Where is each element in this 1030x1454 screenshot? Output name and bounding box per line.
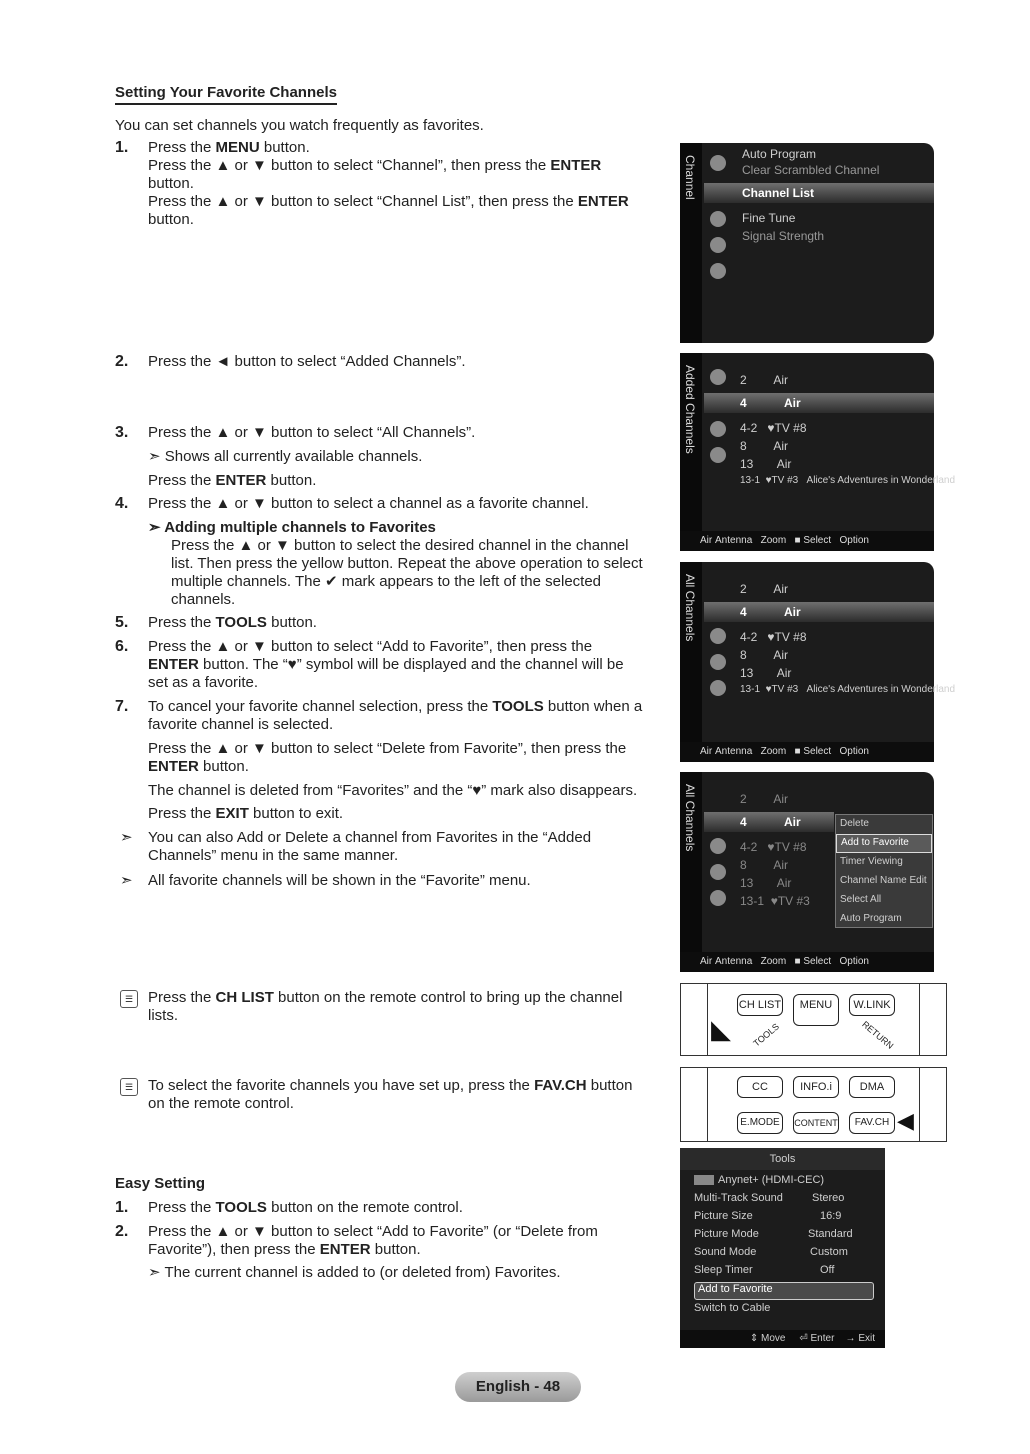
channel-row[interactable]: 13 Air xyxy=(740,876,792,890)
tools-menu-row[interactable]: Picture Size 16:9 xyxy=(694,1210,842,1222)
tools-menu-rows xyxy=(694,1174,874,1320)
remote-note-1: Press the CH LIST button on the remote control to bring up the channel lists. xyxy=(148,989,623,1024)
heart-icon xyxy=(710,864,726,880)
tools-menu-row[interactable]: Picture Mode Standard xyxy=(694,1228,853,1240)
cc-button[interactable]: CC xyxy=(737,1076,783,1098)
step-3-enter: Press the ENTER button. xyxy=(148,472,317,489)
step-3-text: Press the ▲ or ▼ button to select “All Channels”. xyxy=(148,424,476,441)
tools-menu-footer: ⇕ Move ⏎ Enter → Exit xyxy=(680,1330,885,1348)
popup-item-selected[interactable]: Add to Favorite xyxy=(836,834,932,853)
exit-icon: → xyxy=(845,1333,859,1344)
ch-list-button[interactable]: CH LIST xyxy=(737,994,783,1016)
step-number: 4. xyxy=(115,495,129,512)
channel-row[interactable]: 13 Air xyxy=(740,666,792,680)
tools-menu-row[interactable]: Sleep Timer Off xyxy=(694,1264,835,1276)
note-arrow-icon: ➣ xyxy=(120,829,133,846)
info-button[interactable]: INFO.i xyxy=(793,1076,839,1098)
screen-footer: Air Antenna Zoom ■ Select Option xyxy=(680,742,934,762)
step-7-delete: Press the ▲ or ▼ button to select “Delete from Favorite”, then press the ENTER button. xyxy=(148,740,627,775)
step-number: 3. xyxy=(115,424,129,441)
menu-icon xyxy=(710,155,726,171)
step-number: 7. xyxy=(115,698,129,715)
disc-icon xyxy=(710,680,726,696)
menu-button[interactable]: MENU xyxy=(793,994,839,1026)
step-4-subtitle: ➣ Adding multiple channels to Favorites xyxy=(148,519,436,536)
fav-ch-button[interactable]: FAV.CH xyxy=(849,1112,895,1134)
step-number: 5. xyxy=(115,614,129,631)
step-1-text: Press the MENU button. Press the ▲ or ▼ button to select “Channel”, then press the ENTER button. Press the ▲ or ▼ button to select “Channel List”, then press the ENTER button. xyxy=(148,139,629,228)
disc-icon xyxy=(710,890,726,906)
channel-row[interactable]: 2 Air xyxy=(740,582,789,596)
step-number: 2. xyxy=(115,353,129,370)
intro-text: You can set channels you watch frequently as favorites. xyxy=(115,117,484,134)
menu-item[interactable]: Clear Scrambled Channel xyxy=(742,163,880,177)
step-2-text: Press the ◄ button to select “Added Channels”. xyxy=(148,353,466,370)
channel-row[interactable]: 2 Air xyxy=(740,373,789,387)
channel-row[interactable]: 13-1 ♥TV #3 Alice's Adventures in Wonderland xyxy=(740,684,956,695)
easy-step-1: Press the TOOLS button on the remote control. xyxy=(148,1199,463,1216)
step-3-note: ➣ Shows all currently available channels. xyxy=(148,448,423,465)
remote-illustration-favch xyxy=(680,1067,947,1142)
tools-menu-title: Tools xyxy=(680,1148,885,1170)
channel-row[interactable]: 8 Air xyxy=(740,439,789,453)
screen-footer: Air Antenna Zoom ■ Select Option xyxy=(680,952,934,972)
menu-item[interactable]: Fine Tune xyxy=(742,211,796,225)
step-number: 2. xyxy=(115,1223,129,1240)
wlink-button[interactable]: W.LINK xyxy=(849,994,895,1016)
disc-icon xyxy=(710,447,726,463)
side-label: Added Channels xyxy=(683,365,697,454)
step-7-result: The channel is deleted from “Favorites” and the “♥” mark also disappears. xyxy=(148,782,638,799)
easy-step-2: Press the ▲ or ▼ button to select “Add to Favorite” (or “Delete from Favorite”), then press the ENTER button. xyxy=(148,1223,598,1258)
side-label: All Channels xyxy=(683,784,697,852)
step-number: 6. xyxy=(115,638,129,655)
channel-row[interactable]: 13 Air xyxy=(740,457,792,471)
enter-icon: ⏎ xyxy=(799,1333,811,1344)
popup-item[interactable]: Timer Viewing xyxy=(840,856,903,867)
remote-note-2: To select the favorite channels you have set up, press the FAV.CH button on the remote control. xyxy=(148,1077,633,1112)
popup-item[interactable]: Select All xyxy=(840,894,882,905)
channel-row-selected[interactable]: 4 Air xyxy=(704,812,834,832)
channel-row[interactable]: 4-2 ♥TV #8 xyxy=(740,840,807,854)
section-title-easy-setting: Easy Setting xyxy=(115,1175,206,1192)
step-7-exit: Press the EXIT button to exit. xyxy=(148,805,344,822)
tools-menu-row[interactable]: Sound Mode Custom xyxy=(694,1246,848,1258)
tools-menu-row[interactable]: Switch to Cable xyxy=(694,1302,771,1314)
note-arrow-icon: ➣ xyxy=(148,448,165,465)
remote-icon: ☰ xyxy=(120,1078,138,1096)
tools-menu-row[interactable]: Anynet+ (HDMI-CEC) xyxy=(694,1174,874,1192)
tools-menu-row-selected[interactable]: Add to Favorite xyxy=(694,1282,874,1300)
note-arrow-icon: ➣ xyxy=(120,872,133,889)
heart-icon xyxy=(710,421,726,437)
channel-row[interactable]: 13-1 ♥TV #3 Alice's Adventures in Wonderland xyxy=(740,475,956,486)
step-number: 1. xyxy=(115,1199,129,1216)
tv-screen-channel-menu xyxy=(680,143,934,343)
channel-row[interactable]: 4-2 ♥TV #8 xyxy=(740,630,807,644)
return-button-label[interactable]: RETURN xyxy=(860,1019,896,1051)
step-4-subtext: Press the ▲ or ▼ button to select the desired channel in the channel list. Then press the yellow button. Repeat the above operation to select multiple channels. The ✔ mark appears to the left of the selected channels. xyxy=(171,537,643,608)
channel-row[interactable]: 8 Air xyxy=(740,858,789,872)
channel-row-selected[interactable]: 4 Air xyxy=(704,602,934,622)
heart-icon xyxy=(710,654,726,670)
section-title-favorites: Setting Your Favorite Channels xyxy=(115,84,337,105)
page-number: English - 48 xyxy=(455,1372,581,1402)
popup-item[interactable]: Channel Name Edit xyxy=(840,875,927,886)
tools-menu-row[interactable]: Multi-Track Sound Stereo xyxy=(694,1192,845,1204)
popup-item[interactable]: Auto Program xyxy=(840,913,902,924)
step-7-text: To cancel your favorite channel selection, press the TOOLS button when a favorite channel is selected. xyxy=(148,698,643,733)
note-2: All favorite channels will be shown in the “Favorite” menu. xyxy=(148,872,531,889)
note-arrow-icon: ➣ xyxy=(148,1264,165,1281)
tools-button-label[interactable]: TOOLS xyxy=(751,1021,782,1049)
tools-popup xyxy=(835,814,933,928)
popup-item[interactable]: Delete xyxy=(840,818,869,829)
channel-row[interactable]: 4-2 ♥TV #8 xyxy=(740,421,807,435)
list-icon xyxy=(710,838,726,854)
easy-step-2-note: ➣ The current channel is added to (or deleted from) Favorites. xyxy=(148,1264,561,1281)
pointer-arrow-icon: ◣ xyxy=(711,1014,731,1044)
tv-screen-tools-popup xyxy=(680,772,934,972)
setup-icon xyxy=(710,211,726,227)
tools-menu xyxy=(680,1148,885,1348)
emode-button[interactable]: E.MODE xyxy=(737,1112,783,1134)
content-button[interactable]: CONTENT xyxy=(793,1112,839,1134)
side-label: Channel xyxy=(683,155,697,200)
step-number: 1. xyxy=(115,139,129,156)
note-1: You can also Add or Delete a channel from Favorites in the “Added Channels” menu in the same manner. xyxy=(148,829,592,864)
channel-row-selected[interactable]: 4 Air xyxy=(704,393,934,413)
channel-row[interactable]: 2 Air xyxy=(740,792,789,806)
dma-button[interactable]: DMA xyxy=(849,1076,895,1098)
move-icon: ⇕ xyxy=(749,1333,761,1344)
input-icon xyxy=(710,237,726,253)
step-6-text: Press the ▲ or ▼ button to select “Add to Favorite”, then press the ENTER button. The “♥” symbol will be displayed and the channel will be set as a favorite. xyxy=(148,638,624,691)
list-icon xyxy=(710,628,726,644)
tv-screen-all-channels xyxy=(680,562,956,762)
channel-row[interactable]: 13-1 ♥TV #3 xyxy=(740,894,810,908)
step-4-text: Press the ▲ or ▼ button to select a channel as a favorite channel. xyxy=(148,495,589,512)
anynet-icon xyxy=(694,1175,714,1185)
remote-illustration-chlist xyxy=(680,983,947,1056)
step-5-text: Press the TOOLS button. xyxy=(148,614,317,631)
app-icon xyxy=(710,263,726,279)
side-label: All Channels xyxy=(683,574,697,642)
pointer-arrow-icon: ◀ xyxy=(897,1108,914,1133)
remote-icon: ☰ xyxy=(120,990,138,1008)
screen-footer: Air Antenna Zoom ■ Select Option xyxy=(680,531,934,551)
menu-item[interactable]: Auto Program xyxy=(742,147,817,161)
tv-screen-added-channels xyxy=(680,353,956,551)
satellite-icon xyxy=(710,369,726,385)
channel-row[interactable]: 8 Air xyxy=(740,648,789,662)
note-arrow-icon: ➣ xyxy=(148,519,165,536)
menu-item-selected[interactable]: Channel List xyxy=(704,183,934,203)
menu-item[interactable]: Signal Strength xyxy=(742,229,825,243)
